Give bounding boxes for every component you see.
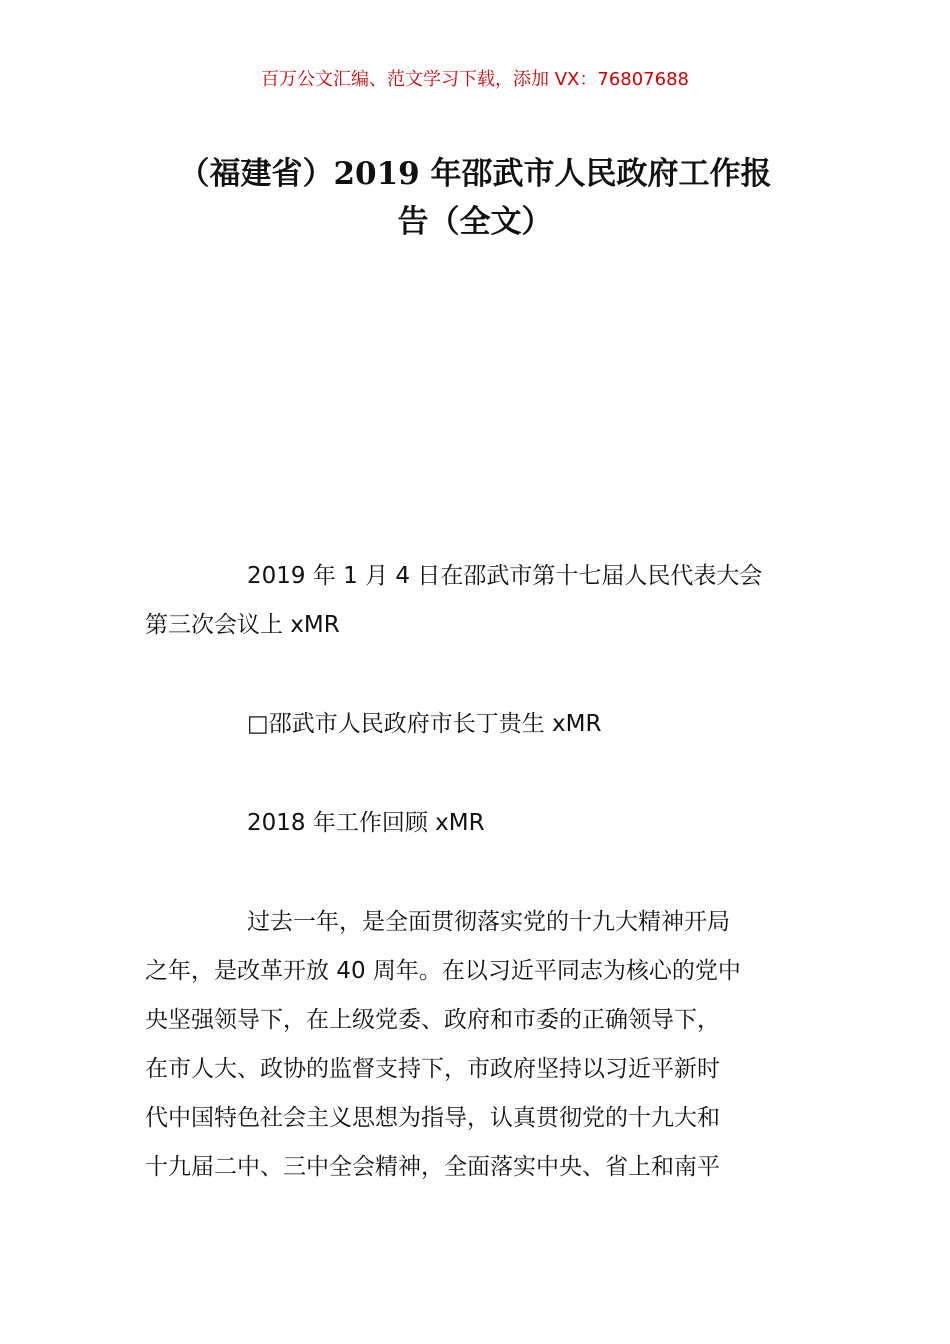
paragraph-line: 在市人大、政协的监督支持下，市政府坚持以习近平新时 (145, 1056, 720, 1082)
paragraph-line: 十九届二中、三中全会精神，全面落实中央、省上和南平 (145, 1154, 720, 1180)
paragraph-line: □邵武市人民政府市长丁贵生 xMR (247, 711, 602, 737)
paragraph-line: 第三次会议上 xMR (145, 612, 340, 638)
title-line-1: （福建省）2019 年邵武市人民政府工作报 (178, 156, 772, 192)
paragraph-line: 之年，是改革开放 40 周年。在以习近平同志为核心的党中 (145, 958, 741, 984)
paragraph-speaker (145, 700, 807, 749)
title-line-2: 告（全文） (397, 204, 553, 240)
paragraph-body-text (145, 898, 807, 1192)
document-title (145, 150, 805, 246)
paragraph-line: 2019 年 1 月 4 日在邵武市第十七届人民代表大会 (247, 563, 763, 589)
paragraph-line: 2018 年工作回顾 xMR (247, 810, 485, 836)
paragraph-line: 代中国特色社会主义思想为指导，认真贯彻党的十九大和 (145, 1105, 720, 1131)
paragraph-line: 央坚强领导下，在上级党委、政府和市委的正确领导下， (145, 1007, 720, 1033)
section-heading-review (145, 799, 807, 848)
paragraph-meeting-info (145, 552, 807, 650)
watermark-header: 百万公文汇编、范文学习下载，添加 VX：76807688 (261, 69, 689, 90)
paragraph-line: 过去一年，是全面贯彻落实党的十九大精神开局 (247, 909, 730, 935)
document-body (145, 552, 807, 1242)
